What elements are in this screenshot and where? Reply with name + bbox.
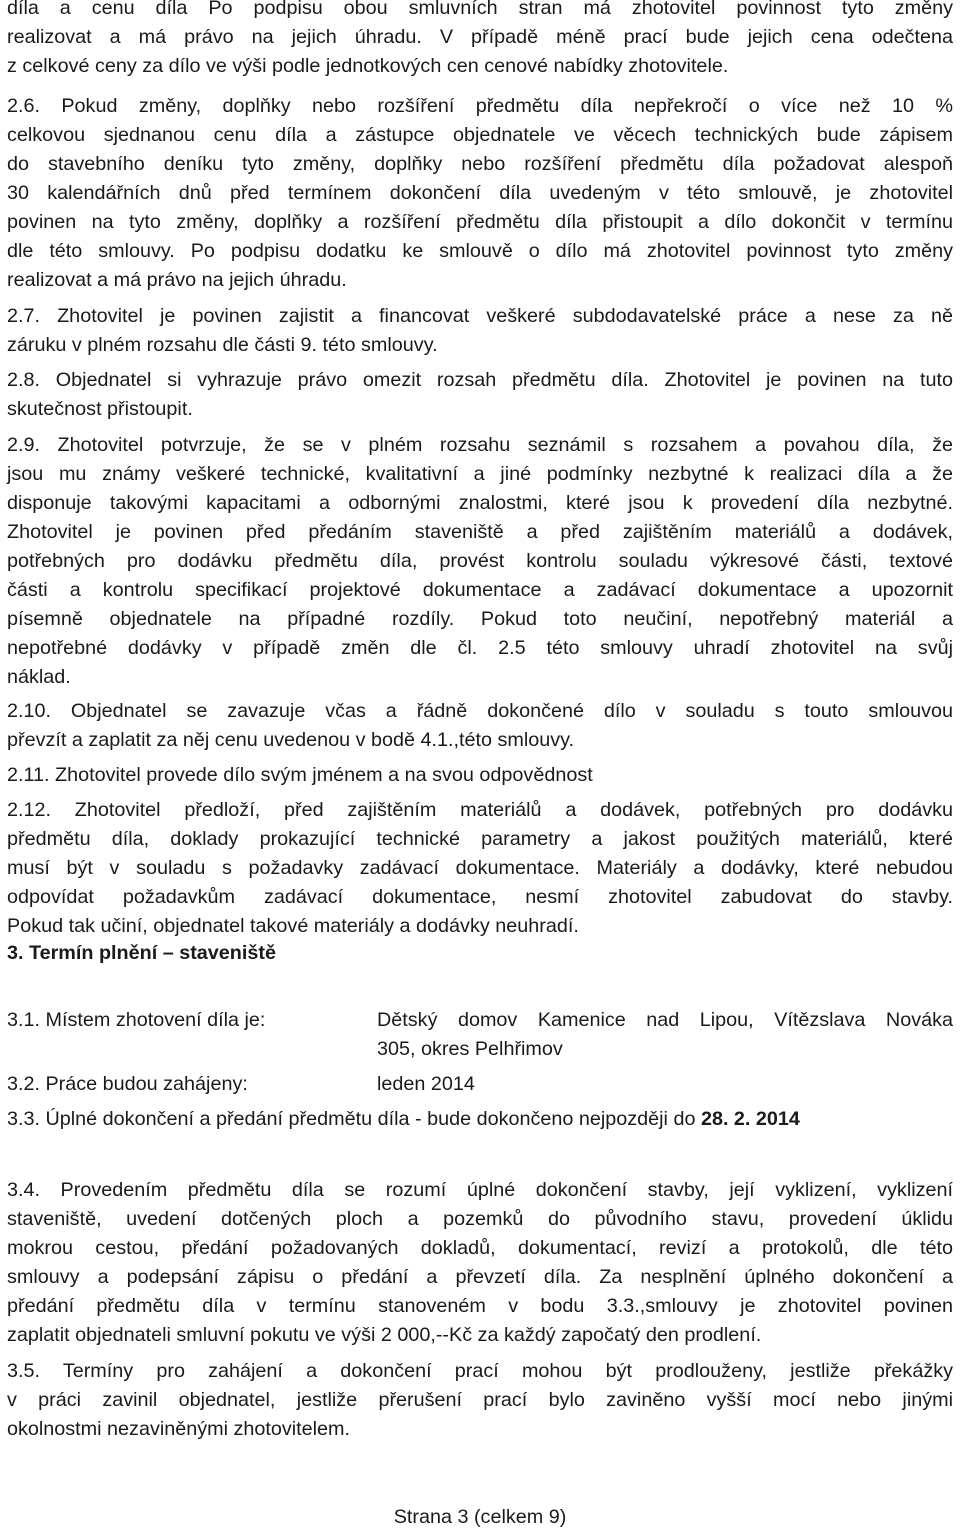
paragraph-2-6	[7, 92, 953, 295]
place-label: 3.1. Místem zhotovení díla je:	[7, 1009, 266, 1031]
text-line: 2.12. Zhotovitel předloží, před zajištěním materiálů a dodávek, potřebných pro dodávku	[7, 799, 953, 821]
text-line: dle této smlouvy. Po podpisu dodatku ke smlouvě o dílo má zhotovitel povinnost tyto změny	[7, 240, 953, 262]
text-line: realizovat a má právo na jejich úhradu. V případě méně prací bude jejich cena odečtena	[7, 26, 953, 48]
completion-text: 3.3. Úplné dokončení a předání předmětu díla - bude dokončeno nejpozději do	[7, 1108, 701, 1130]
paragraph-3-5	[7, 1357, 953, 1444]
section-3-heading: 3. Termín plnění – staveniště	[7, 942, 276, 964]
paragraph-2-12	[7, 796, 953, 941]
text-line: Dětský domov Kamenice nad Lipou, Vítězslava Nováka	[377, 1009, 953, 1031]
text-line: zaplatit objednateli smluvní pokutu ve výši 2 000,--Kč za každý započatý den prodlení.	[7, 1324, 762, 1346]
text-line: potřebných pro dodávku předmětu díla, provést kontrolu souladu výkresové části, textové	[7, 550, 953, 572]
text-line: předání předmětu díla v termínu stanoveném v bodu 3.3.,smlouvy je zhotovitel povinen	[7, 1295, 953, 1317]
text-line: realizovat a má právo na jejich úhradu.	[7, 269, 347, 291]
text-line: smlouvy a podepsání zápisu o předání a převzetí díla. Za nesplnění úplného dokončení a	[7, 1266, 953, 1288]
text-line: mokrou cestou, předání požadovaných dokladů, dokumentací, revizí a protokolů, dle této	[7, 1237, 953, 1259]
text-line: jsou mu známy veškeré technické, kvalitativní a jiné podmínky nezbytné k realizaci díla a že	[7, 463, 953, 485]
paragraph-3-2	[7, 1070, 953, 1099]
text-line: odpovídat požadavkům zadávací dokumentace, nesmí zhotovitel zabudovat do stavby.	[7, 886, 953, 908]
text-line: písemně objednatele na případné rozdíly. Pokud toto neučiní, nepotřebný materiál a	[7, 608, 953, 630]
text-line: celkovou sjednanou cenu díla a zástupce objednatele ve věcech technických bude zápisem	[7, 124, 953, 146]
paragraph-3-4	[7, 1176, 953, 1350]
text-line: části a kontrolu specifikací projektové dokumentace a zadávací dokumentace a upozornit	[7, 579, 953, 601]
paragraph-2-5-continuation	[7, 0, 953, 81]
completion-date: 28. 2. 2014	[700, 1108, 800, 1130]
text-line: předmětu díla, doklady prokazující technické parametry a jakost použitých materiálů, které	[7, 828, 953, 850]
text-line: staveniště, uvedení dotčených ploch a pozemků do původního stavu, provedení úklidu	[7, 1208, 953, 1230]
text-line: 2.9. Zhotovitel potvrzuje, že se v plném rozsahu seznámil s rozsahem a povahou díla, že	[7, 434, 953, 456]
text-line: 2.8. Objednatel si vyhrazuje právo omezit rozsah předmětu díla. Zhotovitel je povinen na tuto	[7, 369, 953, 391]
text-line: díla a cenu díla Po podpisu obou smluvních stran má zhotovitel povinnost tyto změny	[7, 0, 953, 19]
text-line: 305, okres Pelhřimov	[377, 1038, 563, 1060]
text-line: nepotřebné dodávky v případě změn dle čl. 2.5 této smlouvy uhradí zhotovitel na svůj	[7, 637, 953, 659]
paragraph-2-11	[7, 761, 953, 790]
text-line: musí být v souladu s požadavky zadávací dokumentace. Materiály a dodávky, které nebudou	[7, 857, 953, 879]
place-value	[377, 1006, 953, 1064]
text-line: záruku v plném rozsahu dle části 9. této smlouvy.	[7, 334, 438, 356]
start-label: 3.2. Práce budou zahájeny:	[7, 1073, 248, 1095]
text-line: Zhotovitel je povinen před předáním staveniště a před zajištěním materiálů a dodávek,	[7, 521, 953, 543]
text-line: 2.7. Zhotovitel je povinen zajistit a financovat veškeré subdodavatelské práce a nese za ně	[7, 305, 953, 327]
text-line: do stavebního deníku tyto změny, doplňky nebo rozšíření předmětu díla požadovat alespoň	[7, 153, 953, 175]
text-line: 30 kalendářních dnů před termínem dokončení díla uvedeným v této smlouvě, je zhotovitel	[7, 182, 953, 204]
text-line: převzít a zaplatit za něj cenu uvedenou v bodě 4.1.,této smlouvy.	[7, 729, 575, 751]
paragraph-2-10	[7, 697, 953, 755]
text-line: povinen na tyto změny, doplňky a rozšíření předmětu díla přistoupit a dílo dokončit v termínu	[7, 211, 953, 233]
text-line: skutečnost přistoupit.	[7, 398, 193, 420]
paragraph-3-3	[7, 1105, 953, 1134]
document-page	[7, 0, 953, 1532]
start-value: leden 2014	[377, 1073, 475, 1095]
text-line: 3.5. Termíny pro zahájení a dokončení prací mohou být prodlouženy, jestliže překážky	[7, 1360, 953, 1382]
text-line: v práci zavinil objednatel, jestliže přerušení prací bylo zaviněno vyšší mocí nebo jinými	[7, 1389, 953, 1411]
text-line: 2.6. Pokud změny, doplňky nebo rozšíření předmětu díla nepřekročí o více než 10 %	[7, 95, 953, 117]
paragraph-2-8	[7, 366, 953, 424]
text-line: 3.4. Provedením předmětu díla se rozumí úplné dokončení stavby, její vyklizení, vyklizení	[7, 1179, 953, 1201]
text-line: náklad.	[7, 666, 71, 688]
text-line: z celkové ceny za dílo ve výši podle jednotkových cen cenové nabídky zhotovitele.	[7, 55, 729, 77]
page-number: Strana 3 (celkem 9)	[393, 1506, 567, 1528]
text-line: 2.10. Objednatel se zavazuje včas a řádně dokončené dílo v souladu s touto smlouvou	[7, 700, 953, 722]
paragraph-3-1	[7, 1006, 953, 1064]
text-line: 2.11. Zhotovitel provede dílo svým jménem a na svou odpovědnost	[7, 764, 593, 786]
paragraph-2-7	[7, 302, 953, 360]
text-line: okolnostmi nezaviněnými zhotovitelem.	[7, 1418, 351, 1440]
text-line: disponuje takovými kapacitami a odbornými znalostmi, které jsou k provedení díla nezbytné.	[7, 492, 953, 514]
paragraph-2-9	[7, 431, 953, 692]
text-line: Pokud tak učiní, objednatel takové materiály a dodávky neuhradí.	[7, 915, 579, 937]
